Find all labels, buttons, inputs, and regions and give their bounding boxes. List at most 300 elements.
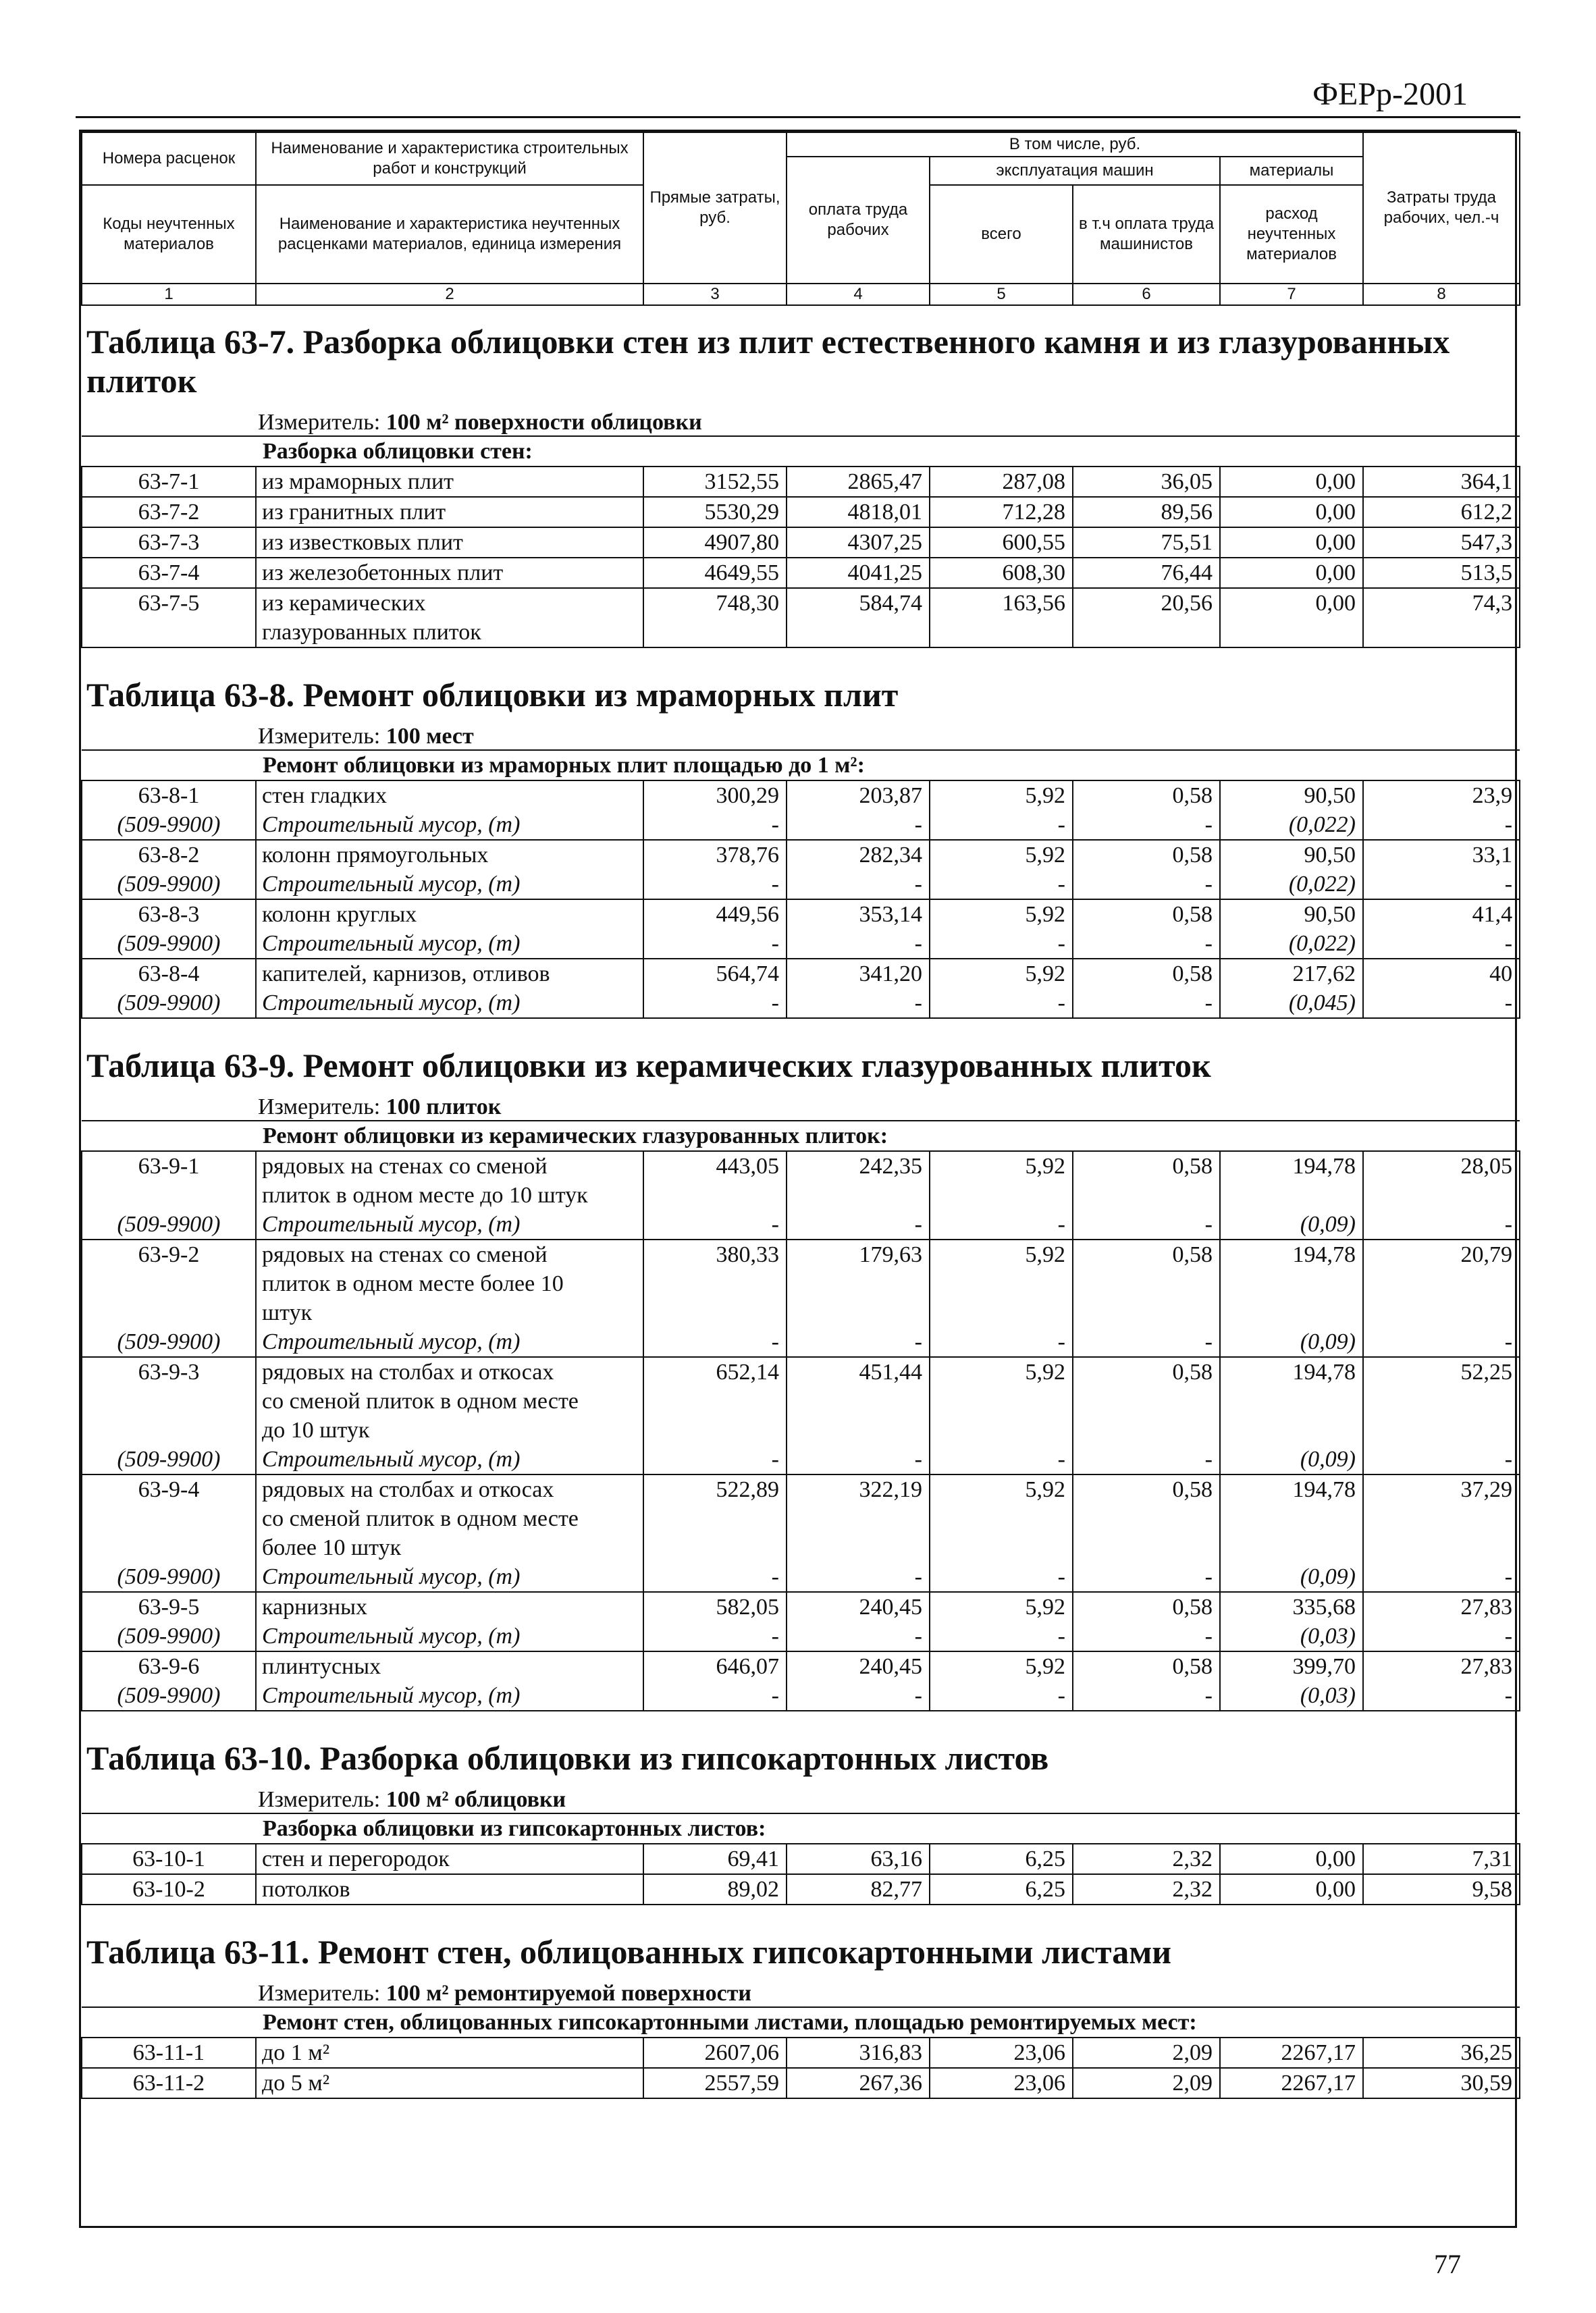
value-cell: 612,2 [1363, 497, 1520, 527]
value-cell: 0,00 [1220, 1844, 1363, 1874]
value-cell: 3152,55 [643, 467, 787, 497]
value-cell: 27,83 [1363, 1651, 1520, 1681]
subheader-row [82, 436, 1520, 467]
work-name-line: рядовых на стенах со сменой [262, 1242, 548, 1267]
material-value: - [1073, 870, 1220, 899]
work-name [256, 780, 643, 810]
table-row [82, 588, 1520, 647]
section-title: Таблица 63-9. Ремонт облицовки из керамических глазурованных плиток [86, 1046, 1211, 1084]
subheader-text: Ремонт стен, облицованных гипсокартонными листами, площадью ремонтируемых мест: [256, 2007, 1520, 2038]
table-row [82, 2068, 1520, 2098]
table-row [82, 1592, 1520, 1622]
value-cell: 2,32 [1073, 1844, 1220, 1874]
material-row [82, 870, 1520, 899]
meter-value: 100 м² поверхности облицовки [385, 410, 702, 435]
material-value: - [643, 870, 787, 899]
rate-code: 63-10-2 [82, 1874, 256, 1905]
value-cell: 163,56 [930, 588, 1073, 647]
subheader-row [82, 750, 1520, 780]
material-value: - [787, 1327, 930, 1357]
value-cell: 6,25 [930, 1844, 1073, 1874]
work-name [256, 558, 643, 588]
value-cell: 37,29 [1363, 1474, 1520, 1562]
header-col2-bottom: Наименование и характеристика неучтенных расценками материалов, единица измерения [256, 185, 643, 284]
table-row [82, 1874, 1520, 1905]
material-value: - [930, 1445, 1073, 1474]
header-col4: оплата труда рабочих [787, 157, 930, 284]
value-cell: 4907,80 [643, 527, 787, 558]
value-cell: 0,58 [1073, 1592, 1220, 1622]
work-name [256, 959, 643, 988]
table-row [82, 959, 1520, 988]
material-value: - [787, 1622, 930, 1651]
material-name: Строительный мусор, (т) [256, 1327, 643, 1357]
material-value: - [643, 1210, 787, 1240]
value-cell: 608,30 [930, 558, 1073, 588]
header-col1-top: Номера расценок [82, 132, 256, 185]
material-value: - [787, 1210, 930, 1240]
meter-label: Измеритель: [258, 1981, 381, 2006]
work-name [256, 1474, 643, 1562]
work-name [256, 2068, 643, 2098]
work-name [256, 899, 643, 929]
work-name-line: более 10 штук [262, 1535, 402, 1560]
table-row [82, 497, 1520, 527]
value-cell: 240,45 [787, 1651, 930, 1681]
work-name-line: до 10 штук [262, 1418, 370, 1443]
rate-code: 63-9-2 [82, 1240, 256, 1327]
meter-line [81, 1094, 1515, 1120]
value-cell: 5,92 [930, 1651, 1073, 1681]
value-cell: 63,16 [787, 1844, 930, 1874]
table-row [82, 899, 1520, 929]
work-name-line: со сменой плиток в одном месте [262, 1389, 579, 1414]
work-name-line: глазурованных плиток [262, 620, 481, 645]
value-cell: 20,79 [1363, 1240, 1520, 1327]
header-col8: Затраты труда рабочих, чел.-ч [1363, 132, 1520, 284]
value-cell: 564,74 [643, 959, 787, 988]
value-cell: 82,77 [787, 1874, 930, 1905]
work-name-line: капителей, карнизов, отливов [262, 961, 550, 986]
header-incl: В том числе, руб. [787, 132, 1363, 157]
rate-code: 63-8-3 [82, 899, 256, 929]
material-row [82, 1681, 1520, 1711]
header-col6: в т.ч оплата труда машинистов [1073, 185, 1220, 284]
meter-label: Измеритель: [258, 724, 381, 749]
material-value: - [643, 929, 787, 959]
work-name-line: плиток в одном месте более 10 [262, 1271, 564, 1296]
header-materials: материалы [1220, 157, 1363, 185]
value-cell: 2557,59 [643, 2068, 787, 2098]
material-value: - [1363, 1622, 1520, 1651]
value-cell: 89,56 [1073, 497, 1220, 527]
value-cell: 74,3 [1363, 588, 1520, 647]
work-name-line: из керамических [262, 591, 426, 616]
material-code: (509-9900) [82, 988, 256, 1018]
material-row [82, 1562, 1520, 1592]
value-cell: 5,92 [930, 1357, 1073, 1445]
material-name: Строительный мусор, (т) [256, 1681, 643, 1711]
material-row [82, 929, 1520, 959]
value-cell: 0,58 [1073, 899, 1220, 929]
value-cell: 23,9 [1363, 780, 1520, 810]
table-row [82, 1357, 1520, 1445]
value-cell: 287,08 [930, 467, 1073, 497]
page-number: 77 [1434, 2249, 1461, 2279]
value-cell: 217,62 [1220, 959, 1363, 988]
material-code: (509-9900) [82, 1327, 256, 1357]
value-cell: 69,41 [643, 1844, 787, 1874]
value-cell: 600,55 [930, 527, 1073, 558]
header-column-number: 1 [82, 284, 256, 305]
material-value: (0,022) [1220, 929, 1363, 959]
material-row [82, 1327, 1520, 1357]
rate-code: 63-9-6 [82, 1651, 256, 1681]
work-name-line: колонн прямоугольных [262, 843, 489, 868]
section-title: Таблица 63-10. Разборка облицовки из гипсокартонных листов [86, 1739, 1049, 1777]
value-cell: 36,25 [1363, 2038, 1520, 2068]
material-name: Строительный мусор, (т) [256, 929, 643, 959]
value-cell: 646,07 [643, 1651, 787, 1681]
value-cell: 335,68 [1220, 1592, 1363, 1622]
header-column-number: 6 [1073, 284, 1220, 305]
material-value: - [643, 1681, 787, 1711]
value-cell: 513,5 [1363, 558, 1520, 588]
value-cell: 547,3 [1363, 527, 1520, 558]
value-cell: 0,00 [1220, 558, 1363, 588]
rate-code: 63-8-1 [82, 780, 256, 810]
value-cell: 0,58 [1073, 1474, 1220, 1562]
value-cell: 341,20 [787, 959, 930, 988]
section-title: Таблица 63-7. Разборка облицовки стен из плит естественного камня и из глазурованных плиток [86, 323, 1450, 400]
meter-line [81, 410, 1515, 435]
value-cell: 712,28 [930, 497, 1073, 527]
material-value: - [643, 988, 787, 1018]
material-value: - [1363, 1210, 1520, 1240]
value-cell: 2865,47 [787, 467, 930, 497]
work-name [256, 1592, 643, 1622]
value-cell: 0,00 [1220, 527, 1363, 558]
work-name-line: из железобетонных плит [262, 560, 504, 585]
material-value: - [1363, 810, 1520, 840]
value-cell: 9,58 [1363, 1874, 1520, 1905]
header-col3: Прямые затраты, руб. [643, 132, 787, 284]
rate-code: 63-8-2 [82, 840, 256, 870]
value-cell: 90,50 [1220, 840, 1363, 870]
material-value: - [643, 1562, 787, 1592]
table-row [82, 2038, 1520, 2068]
work-name [256, 467, 643, 497]
value-cell: 0,00 [1220, 497, 1363, 527]
value-cell: 451,44 [787, 1357, 930, 1445]
material-value: - [1073, 988, 1220, 1018]
material-value: - [930, 1622, 1073, 1651]
material-code: (509-9900) [82, 1622, 256, 1651]
work-name [256, 1240, 643, 1327]
rates-table [81, 435, 1520, 648]
material-name: Строительный мусор, (т) [256, 988, 643, 1018]
header-col1-bottom: Коды неучтенных материалов [82, 185, 256, 284]
material-value: - [930, 1210, 1073, 1240]
value-cell: 194,78 [1220, 1240, 1363, 1327]
material-value: - [1363, 870, 1520, 899]
value-cell: 4041,25 [787, 558, 930, 588]
material-name: Строительный мусор, (т) [256, 810, 643, 840]
rate-code: 63-7-4 [82, 558, 256, 588]
work-name-line: до 5 м² [262, 2071, 330, 2096]
value-cell: 2,32 [1073, 1874, 1220, 1905]
header-col5: всего [930, 185, 1073, 284]
value-cell: 0,58 [1073, 840, 1220, 870]
material-value: - [930, 810, 1073, 840]
header-machines: эксплуатация машин [930, 157, 1220, 185]
rate-code: 63-7-3 [82, 527, 256, 558]
material-value: - [787, 870, 930, 899]
value-cell: 282,34 [787, 840, 930, 870]
rate-code: 63-9-5 [82, 1592, 256, 1622]
subheader-lead [82, 1121, 256, 1151]
table-row [82, 1474, 1520, 1562]
material-value: - [643, 1622, 787, 1651]
value-cell: 5,92 [930, 780, 1073, 810]
work-name-line: плиток в одном месте до 10 штук [262, 1183, 588, 1208]
table-row [82, 780, 1520, 810]
value-cell: 7,31 [1363, 1844, 1520, 1874]
material-code: (509-9900) [82, 870, 256, 899]
value-cell: 4307,25 [787, 527, 930, 558]
material-value: - [1073, 1327, 1220, 1357]
work-name [256, 2038, 643, 2068]
value-cell: 0,58 [1073, 1651, 1220, 1681]
header-column-number: 4 [787, 284, 930, 305]
meter-line [81, 1787, 1515, 1813]
work-name [256, 588, 643, 647]
material-value: - [1363, 1327, 1520, 1357]
material-value: (0,09) [1220, 1327, 1363, 1357]
value-cell: 90,50 [1220, 899, 1363, 929]
value-cell: 40 [1363, 959, 1520, 988]
value-cell: 2,09 [1073, 2068, 1220, 2098]
material-value: (0,022) [1220, 810, 1363, 840]
value-cell: 179,63 [787, 1240, 930, 1327]
rate-code: 63-7-5 [82, 588, 256, 647]
value-cell: 0,58 [1073, 1151, 1220, 1210]
material-row [82, 988, 1520, 1018]
section-title: Таблица 63-11. Ремонт стен, облицованных гипсокартонными листами [86, 1933, 1172, 1971]
meter-value: 100 плиток [385, 1094, 502, 1119]
value-cell: 0,58 [1073, 959, 1220, 988]
value-cell: 0,58 [1073, 1357, 1220, 1445]
value-cell: 5,92 [930, 1151, 1073, 1210]
rate-code: 63-11-2 [82, 2068, 256, 2098]
material-value: (0,09) [1220, 1210, 1363, 1240]
table-section [81, 1738, 1515, 1905]
value-cell: 2607,06 [643, 2038, 787, 2068]
meter-value: 100 мест [385, 724, 474, 749]
value-cell: 89,02 [643, 1874, 787, 1905]
material-value: - [1363, 1562, 1520, 1592]
material-value: - [930, 870, 1073, 899]
value-cell: 5,92 [930, 959, 1073, 988]
header-column-number: 7 [1220, 284, 1363, 305]
value-cell: 267,36 [787, 2068, 930, 2098]
material-value: - [643, 810, 787, 840]
rates-table [81, 2006, 1520, 2099]
material-value: - [1073, 1622, 1220, 1651]
work-name [256, 1651, 643, 1681]
value-cell: 582,05 [643, 1592, 787, 1622]
rate-code: 63-11-1 [82, 2038, 256, 2068]
work-name-line: из известковых плит [262, 530, 463, 555]
material-code: (509-9900) [82, 1210, 256, 1240]
material-row [82, 810, 1520, 840]
subheader-lead [82, 750, 256, 780]
value-cell: 240,45 [787, 1592, 930, 1622]
material-value: - [1073, 1210, 1220, 1240]
value-cell: 41,4 [1363, 899, 1520, 929]
meter-label: Измеритель: [258, 1787, 381, 1812]
value-cell: 90,50 [1220, 780, 1363, 810]
subheader-row [82, 1813, 1520, 1844]
value-cell: 30,59 [1363, 2068, 1520, 2098]
material-name: Строительный мусор, (т) [256, 1445, 643, 1474]
top-rule [76, 116, 1520, 118]
header-column-number: 2 [256, 284, 643, 305]
value-cell: 5,92 [930, 899, 1073, 929]
header-column-number: 3 [643, 284, 787, 305]
material-row [82, 1210, 1520, 1240]
value-cell: 300,29 [643, 780, 787, 810]
value-cell: 5,92 [930, 1240, 1073, 1327]
value-cell: 52,25 [1363, 1357, 1520, 1445]
value-cell: 0,00 [1220, 1874, 1363, 1905]
rate-code: 63-10-1 [82, 1844, 256, 1874]
material-name: Строительный мусор, (т) [256, 1562, 643, 1592]
header-col2-top: Наименование и характеристика строительных работ и конструкций [256, 132, 643, 185]
value-cell: 23,06 [930, 2038, 1073, 2068]
value-cell: 443,05 [643, 1151, 787, 1210]
work-name-line: колонн круглых [262, 902, 417, 927]
value-cell: 353,14 [787, 899, 930, 929]
value-cell: 2,09 [1073, 2038, 1220, 2068]
rate-code: 63-8-4 [82, 959, 256, 988]
work-name-line: рядовых на стенах со сменой [262, 1154, 548, 1179]
tables-container [81, 322, 1515, 2099]
table-section [81, 675, 1515, 1019]
value-cell: 5530,29 [643, 497, 787, 527]
document-frame [79, 130, 1517, 2228]
rates-table [81, 749, 1520, 1019]
table-section [81, 1046, 1515, 1711]
value-cell: 33,1 [1363, 840, 1520, 870]
material-value: - [1073, 1681, 1220, 1711]
table-row [82, 558, 1520, 588]
work-name [256, 1874, 643, 1905]
subheader-lead [82, 1813, 256, 1844]
value-cell: 380,33 [643, 1240, 787, 1327]
material-value: (0,022) [1220, 870, 1363, 899]
subheader-lead [82, 436, 256, 467]
subheader-text: Разборка облицовки стен: [256, 436, 1520, 467]
work-name [256, 1844, 643, 1874]
value-cell: 203,87 [787, 780, 930, 810]
table-row [82, 840, 1520, 870]
material-value: - [930, 1562, 1073, 1592]
work-name-line: стен гладких [262, 783, 388, 808]
value-cell: 0,00 [1220, 588, 1363, 647]
value-cell: 75,51 [1073, 527, 1220, 558]
value-cell: 584,74 [787, 588, 930, 647]
material-value: - [787, 929, 930, 959]
subheader-text: Ремонт облицовки из керамических глазурованных плиток: [256, 1121, 1520, 1151]
subheader-lead [82, 2007, 256, 2038]
material-value: - [1073, 810, 1220, 840]
value-cell: 378,76 [643, 840, 787, 870]
value-cell: 23,06 [930, 2068, 1073, 2098]
subheader-text: Ремонт облицовки из мраморных плит площадью до 1 м²: [256, 750, 1520, 780]
material-row [82, 1622, 1520, 1651]
value-cell: 4649,55 [643, 558, 787, 588]
value-cell: 449,56 [643, 899, 787, 929]
value-cell: 194,78 [1220, 1151, 1363, 1210]
material-value: - [930, 929, 1073, 959]
value-cell: 20,56 [1073, 588, 1220, 647]
material-value: - [1363, 929, 1520, 959]
value-cell: 748,30 [643, 588, 787, 647]
meter-label: Измеритель: [258, 1094, 381, 1119]
value-cell: 0,58 [1073, 780, 1220, 810]
work-name-line: со сменой плиток в одном месте [262, 1506, 579, 1531]
work-name [256, 840, 643, 870]
meter-value: 100 м² ремонтируемой поверхности [385, 1981, 752, 2006]
table-section [81, 322, 1515, 648]
table-row [82, 1651, 1520, 1681]
page-code: ФЕРр-2001 [1312, 76, 1468, 112]
work-name [256, 1151, 643, 1210]
meter-line [81, 1981, 1515, 2006]
subheader-row [82, 2007, 1520, 2038]
material-code: (509-9900) [82, 929, 256, 959]
value-cell: 28,05 [1363, 1151, 1520, 1210]
rate-code: 63-9-1 [82, 1151, 256, 1210]
material-value: - [930, 1327, 1073, 1357]
value-cell: 5,92 [930, 1592, 1073, 1622]
material-code: (509-9900) [82, 810, 256, 840]
work-name-line: до 1 м² [262, 2040, 330, 2065]
material-value: - [1363, 1681, 1520, 1711]
work-name-line: плинтусных [262, 1654, 381, 1679]
material-code: (509-9900) [82, 1562, 256, 1592]
header-col7: расход неучтенных материалов [1220, 185, 1363, 284]
material-value: - [1073, 1445, 1220, 1474]
material-value: (0,09) [1220, 1562, 1363, 1592]
section-title: Таблица 63-8. Ремонт облицовки из мраморных плит [86, 676, 899, 714]
work-name [256, 527, 643, 558]
material-value: - [930, 1681, 1073, 1711]
value-cell: 652,14 [643, 1357, 787, 1445]
subheader-row [82, 1121, 1520, 1151]
column-header [81, 132, 1520, 306]
material-value: - [1363, 988, 1520, 1018]
work-name [256, 497, 643, 527]
work-name-line: потолков [262, 1877, 350, 1902]
value-cell: 399,70 [1220, 1651, 1363, 1681]
material-value: (0,03) [1220, 1681, 1363, 1711]
rate-code: 63-7-1 [82, 467, 256, 497]
material-row [82, 1445, 1520, 1474]
value-cell: 0,58 [1073, 1240, 1220, 1327]
work-name-line: штук [262, 1300, 313, 1325]
